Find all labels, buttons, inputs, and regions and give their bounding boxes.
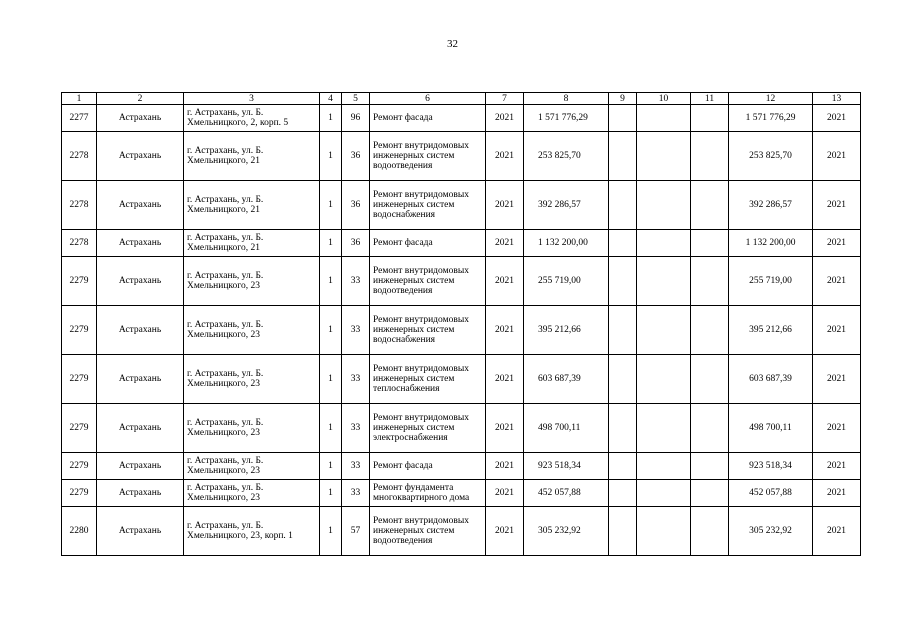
total-cost-cell: 305 232,92 [729,507,813,556]
year-cell: 2021 [486,355,524,404]
address-cell: г. Астрахань, ул. Б. Хмельницкого, 2, корп. 5 [184,105,320,132]
col10-cell [637,453,691,480]
total-cost-cell: 452 057,88 [729,480,813,507]
address-cell: г. Астрахань, ул. Б. Хмельницкого, 23 [184,453,320,480]
year-cell: 2021 [486,105,524,132]
address-cell: г. Астрахань, ул. Б. Хмельницкого, 23 [184,257,320,306]
row-number-cell: 2279 [62,480,97,507]
total-cost-cell: 255 719,00 [729,257,813,306]
col5-cell: 36 [342,132,370,181]
year-cell: 2021 [486,132,524,181]
table-row [62,404,861,453]
cost-cell: 255 719,00 [524,257,609,306]
completion-year-cell: 2021 [813,480,861,507]
col4-cell: 1 [320,453,342,480]
col5-cell: 33 [342,355,370,404]
cost-cell: 1 132 200,00 [524,230,609,257]
table-row [62,257,861,306]
city-cell: Астрахань [97,507,184,556]
year-cell: 2021 [486,480,524,507]
column-header: 11 [691,93,729,105]
row-number-cell: 2277 [62,105,97,132]
work-type-cell: Ремонт фасада [370,105,486,132]
city-cell: Астрахань [97,132,184,181]
col10-cell [637,181,691,230]
completion-year-cell: 2021 [813,230,861,257]
col10-cell [637,306,691,355]
cost-cell: 452 057,88 [524,480,609,507]
completion-year-cell: 2021 [813,257,861,306]
col10-cell [637,230,691,257]
table-body [62,105,861,556]
table-row [62,306,861,355]
row-number-cell: 2278 [62,230,97,257]
page-number: 32 [447,38,458,50]
address-cell: г. Астрахань, ул. Б. Хмельницкого, 21 [184,132,320,181]
col11-cell [691,306,729,355]
completion-year-cell: 2021 [813,132,861,181]
completion-year-cell: 2021 [813,355,861,404]
city-cell: Астрахань [97,306,184,355]
col4-cell: 1 [320,480,342,507]
row-number-cell: 2280 [62,507,97,556]
column-header: 6 [370,93,486,105]
work-type-cell: Ремонт фасада [370,453,486,480]
work-type-cell: Ремонт внутридомовых инженерных систем электроснабжения [370,404,486,453]
table-row [62,355,861,404]
cost-cell: 1 571 776,29 [524,105,609,132]
table-row [62,507,861,556]
col11-cell [691,230,729,257]
city-cell: Астрахань [97,355,184,404]
repair-register-table [61,92,861,556]
total-cost-cell: 923 518,34 [729,453,813,480]
table-row [62,480,861,507]
column-header: 3 [184,93,320,105]
col10-cell [637,404,691,453]
work-type-cell: Ремонт внутридомовых инженерных систем водоотведения [370,257,486,306]
col4-cell: 1 [320,507,342,556]
year-cell: 2021 [486,507,524,556]
year-cell: 2021 [486,181,524,230]
col4-cell: 1 [320,105,342,132]
completion-year-cell: 2021 [813,181,861,230]
year-cell: 2021 [486,453,524,480]
col9-cell [609,181,637,230]
row-number-cell: 2279 [62,404,97,453]
address-cell: г. Астрахань, ул. Б. Хмельницкого, 23 [184,306,320,355]
year-cell: 2021 [486,404,524,453]
col5-cell: 33 [342,306,370,355]
col4-cell: 1 [320,230,342,257]
address-cell: г. Астрахань, ул. Б. Хмельницкого, 23, корп. 1 [184,507,320,556]
col5-cell: 33 [342,453,370,480]
address-cell: г. Астрахань, ул. Б. Хмельницкого, 23 [184,480,320,507]
col11-cell [691,132,729,181]
col10-cell [637,480,691,507]
completion-year-cell: 2021 [813,404,861,453]
completion-year-cell: 2021 [813,105,861,132]
col9-cell [609,404,637,453]
work-type-cell: Ремонт внутридомовых инженерных систем водоснабжения [370,306,486,355]
city-cell: Астрахань [97,453,184,480]
cost-cell: 395 212,66 [524,306,609,355]
column-header: 4 [320,93,342,105]
column-header: 7 [486,93,524,105]
city-cell: Астрахань [97,230,184,257]
col10-cell [637,355,691,404]
col11-cell [691,453,729,480]
work-type-cell: Ремонт внутридомовых инженерных систем теплоснабжения [370,355,486,404]
cost-cell: 923 518,34 [524,453,609,480]
col9-cell [609,105,637,132]
col11-cell [691,105,729,132]
col4-cell: 1 [320,404,342,453]
col9-cell [609,306,637,355]
table-row [62,453,861,480]
column-header: 2 [97,93,184,105]
col4-cell: 1 [320,306,342,355]
row-number-cell: 2279 [62,257,97,306]
column-header: 1 [62,93,97,105]
completion-year-cell: 2021 [813,306,861,355]
work-type-cell: Ремонт внутридомовых инженерных систем водоснабжения [370,181,486,230]
table-row [62,181,861,230]
cost-cell: 392 286,57 [524,181,609,230]
col5-cell: 33 [342,404,370,453]
col5-cell: 57 [342,507,370,556]
col4-cell: 1 [320,355,342,404]
cost-cell: 253 825,70 [524,132,609,181]
col10-cell [637,507,691,556]
col11-cell [691,404,729,453]
completion-year-cell: 2021 [813,507,861,556]
total-cost-cell: 253 825,70 [729,132,813,181]
year-cell: 2021 [486,306,524,355]
col11-cell [691,355,729,404]
cost-cell: 498 700,11 [524,404,609,453]
row-number-cell: 2278 [62,132,97,181]
table-row [62,230,861,257]
column-header: 5 [342,93,370,105]
table-row [62,132,861,181]
address-cell: г. Астрахань, ул. Б. Хмельницкого, 23 [184,404,320,453]
address-cell: г. Астрахань, ул. Б. Хмельницкого, 21 [184,230,320,257]
col10-cell [637,105,691,132]
city-cell: Астрахань [97,404,184,453]
work-type-cell: Ремонт внутридомовых инженерных систем водоотведения [370,507,486,556]
work-type-cell: Ремонт внутридомовых инженерных систем водоотведения [370,132,486,181]
year-cell: 2021 [486,257,524,306]
total-cost-cell: 395 212,66 [729,306,813,355]
col9-cell [609,355,637,404]
col10-cell [637,132,691,181]
row-number-cell: 2278 [62,181,97,230]
col11-cell [691,257,729,306]
col9-cell [609,507,637,556]
city-cell: Астрахань [97,257,184,306]
row-number-cell: 2279 [62,306,97,355]
col11-cell [691,480,729,507]
col9-cell [609,132,637,181]
col9-cell [609,230,637,257]
work-type-cell: Ремонт фундамента многоквартирного дома [370,480,486,507]
col11-cell [691,181,729,230]
cost-cell: 603 687,39 [524,355,609,404]
col4-cell: 1 [320,257,342,306]
table-row [62,105,861,132]
year-cell: 2021 [486,230,524,257]
col4-cell: 1 [320,132,342,181]
row-number-cell: 2279 [62,355,97,404]
row-number-cell: 2279 [62,453,97,480]
city-cell: Астрахань [97,480,184,507]
col10-cell [637,257,691,306]
city-cell: Астрахань [97,105,184,132]
city-cell: Астрахань [97,181,184,230]
column-header: 10 [637,93,691,105]
cost-cell: 305 232,92 [524,507,609,556]
col9-cell [609,453,637,480]
completion-year-cell: 2021 [813,453,861,480]
address-cell: г. Астрахань, ул. Б. Хмельницкого, 23 [184,355,320,404]
col5-cell: 33 [342,257,370,306]
col4-cell: 1 [320,181,342,230]
total-cost-cell: 1 571 776,29 [729,105,813,132]
col9-cell [609,257,637,306]
col5-cell: 96 [342,105,370,132]
col5-cell: 36 [342,230,370,257]
col5-cell: 36 [342,181,370,230]
column-header: 13 [813,93,861,105]
col11-cell [691,507,729,556]
total-cost-cell: 498 700,11 [729,404,813,453]
col9-cell [609,480,637,507]
total-cost-cell: 392 286,57 [729,181,813,230]
column-header: 12 [729,93,813,105]
work-type-cell: Ремонт фасада [370,230,486,257]
column-header: 8 [524,93,609,105]
total-cost-cell: 1 132 200,00 [729,230,813,257]
address-cell: г. Астрахань, ул. Б. Хмельницкого, 21 [184,181,320,230]
column-header: 9 [609,93,637,105]
header-row [62,93,861,105]
total-cost-cell: 603 687,39 [729,355,813,404]
col5-cell: 33 [342,480,370,507]
